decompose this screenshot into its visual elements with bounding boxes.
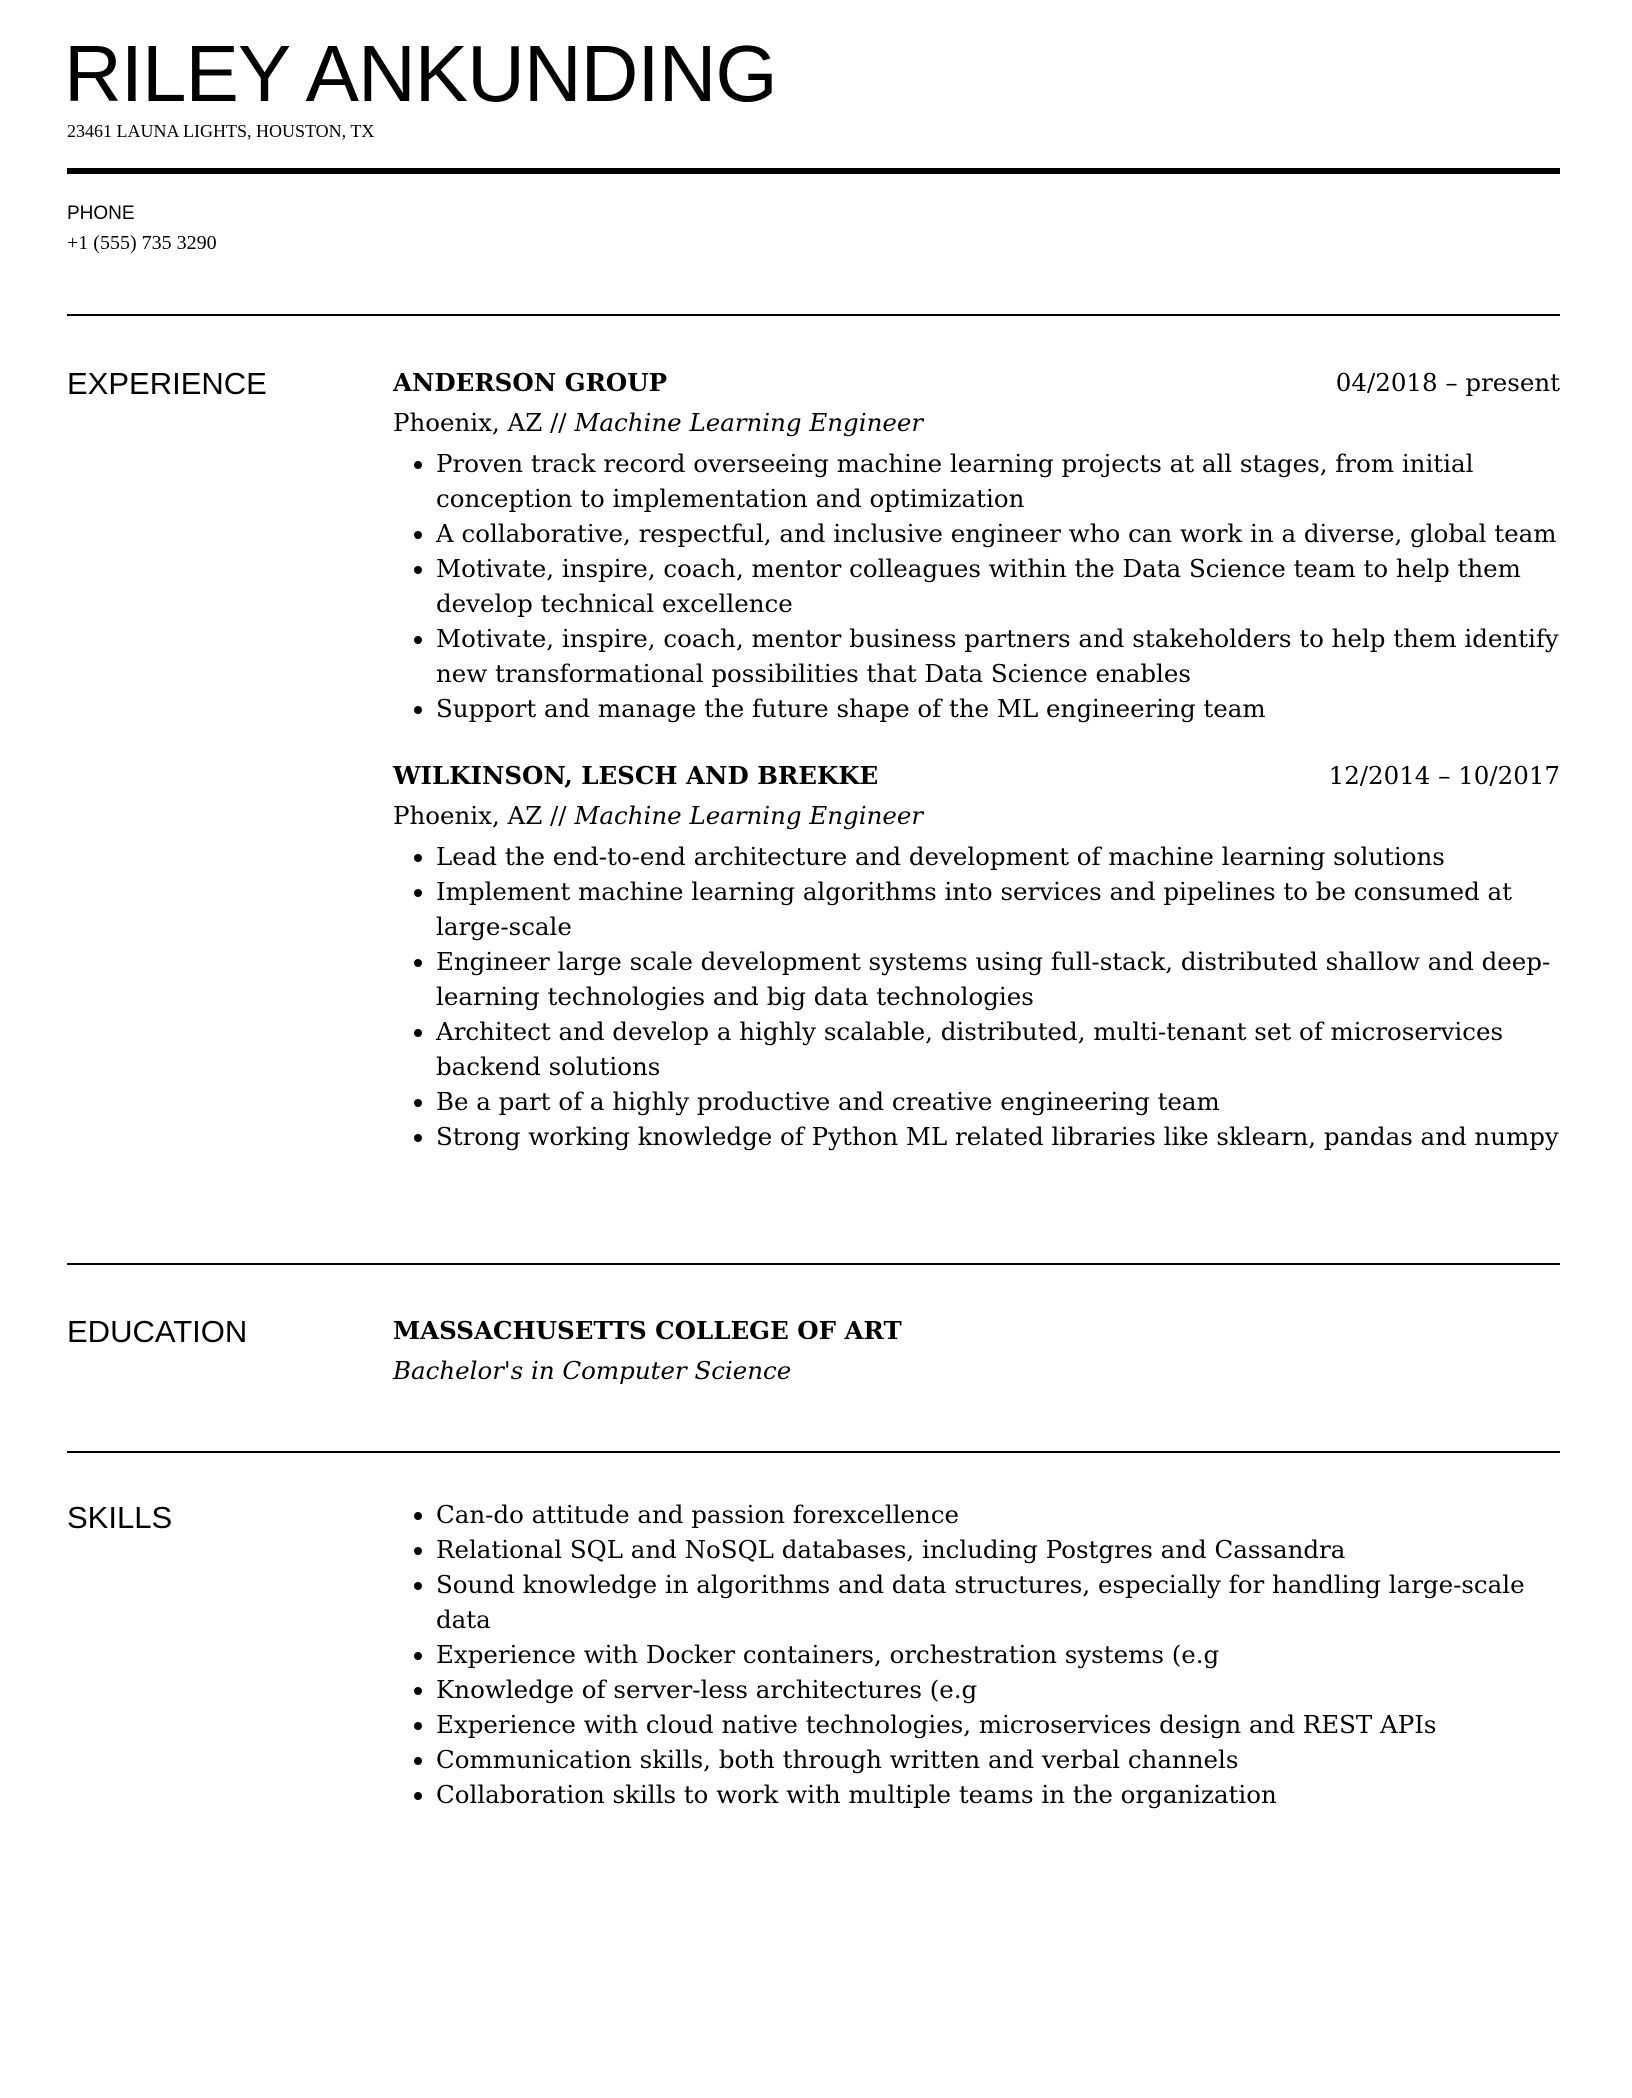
section-divider	[67, 314, 1560, 316]
job-dates: 04/2018 – present	[1335, 368, 1560, 397]
list-item: • Be a part of a highly productive and creative engineering team	[436, 1084, 1560, 1119]
education-section	[393, 1311, 1560, 1391]
list-item: • Proven track record overseeing machine learning projects at all stages, from initial conception to implementation and optimization	[436, 446, 1560, 516]
list-item: • Experience with cloud native technologies, microservices design and REST APIs	[436, 1707, 1560, 1742]
address: 23461 LAUNA LIGHTS, HOUSTON, TX	[67, 121, 375, 141]
company-name: ANDERSON GROUP	[393, 368, 668, 397]
job-title: Machine Learning Engineer	[574, 801, 924, 830]
school-name: MASSACHUSETTS COLLEGE OF ART	[393, 1316, 902, 1345]
list-item: • Motivate, inspire, coach, mentor colleagues within the Data Science team to help them develop technical excellence	[436, 551, 1560, 621]
section-divider	[67, 1263, 1560, 1265]
list-item: • Collaboration skills to work with multiple teams in the organization	[436, 1777, 1560, 1812]
job-entry	[393, 363, 1560, 726]
job-location: Phoenix, AZ	[393, 408, 543, 437]
list-item: • Communication skills, both through written and verbal channels	[436, 1742, 1560, 1777]
separator: //	[542, 801, 575, 830]
job-bullets	[393, 446, 1560, 726]
phone-label: PHONE	[67, 203, 135, 224]
job-dates: 12/2014 – 10/2017	[1328, 761, 1560, 790]
education-heading: EDUCATION	[67, 1314, 248, 1349]
experience-section	[393, 363, 1560, 1154]
experience-heading: EXPERIENCE	[67, 366, 267, 401]
section-divider	[67, 1451, 1560, 1453]
list-item: • Engineer large scale development systems using full-stack, distributed shallow and deep-learning technologies and big data technologies	[436, 944, 1560, 1014]
degree: Bachelor's in Computer Science	[393, 1356, 792, 1385]
phone-number: +1 (555) 735 3290	[67, 232, 217, 254]
list-item: • Strong working knowledge of Python ML related libraries like sklearn, pandas and numpy	[436, 1119, 1560, 1154]
list-item: • Relational SQL and NoSQL databases, including Postgres and Cassandra	[436, 1532, 1560, 1567]
list-item: • Knowledge of server-less architectures (e.g	[436, 1672, 1560, 1707]
skills-heading: SKILLS	[67, 1500, 173, 1535]
skills-section	[393, 1497, 1560, 1812]
skills-list	[393, 1497, 1560, 1812]
list-item: • Lead the end-to-end architecture and development of machine learning solutions	[436, 839, 1560, 874]
list-item: • Sound knowledge in algorithms and data structures, especially for handling large-scale data	[436, 1567, 1560, 1637]
list-item: • Support and manage the future shape of the ML engineering team	[436, 691, 1560, 726]
list-item: • Architect and develop a highly scalable, distributed, multi-tenant set of microservices backend solutions	[436, 1014, 1560, 1084]
list-item: • A collaborative, respectful, and inclusive engineer who can work in a diverse, global team	[436, 516, 1560, 551]
list-item: • Can-do attitude and passion forexcellence	[436, 1497, 1560, 1532]
header-divider	[67, 168, 1560, 174]
candidate-name: RILEY ANKUNDING	[64, 29, 777, 118]
company-name: WILKINSON, LESCH AND BREKKE	[393, 761, 879, 790]
job-location: Phoenix, AZ	[393, 801, 543, 830]
list-item: • Experience with Docker containers, orchestration systems (e.g	[436, 1637, 1560, 1672]
job-title: Machine Learning Engineer	[574, 408, 924, 437]
job-bullets	[393, 839, 1560, 1154]
list-item: • Motivate, inspire, coach, mentor business partners and stakeholders to help them identify new transformational possibilities that Data Science enables	[436, 621, 1560, 691]
job-entry	[393, 756, 1560, 1154]
separator: //	[542, 408, 575, 437]
list-item: • Implement machine learning algorithms into services and pipelines to be consumed at large-scale	[436, 874, 1560, 944]
